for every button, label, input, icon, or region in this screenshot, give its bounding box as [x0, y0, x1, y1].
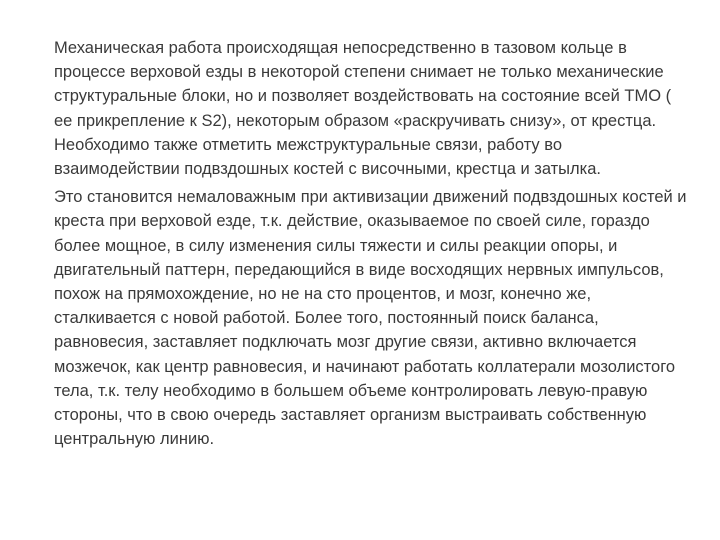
paragraph-1: Механическая работа происходящая непосредственно в тазовом кольце в процессе верховой езды в некоторой степени снимает не только механические структуральные блоки, но и позволяет воздействовать на состояние всей ТМО ( ее прикрепление к S2), некоторым образом «раскручивать снизу», от крестца. Необходимо также отметить межструктуральные связи, работу во взаимодействии подвздошных костей с височными, крестца и затылка.: [54, 39, 672, 179]
slide-text-body: [54, 36, 688, 451]
paragraph-2: Это становится немаловажным при активизации движений подвздошных костей и креста при верховой езде, т.к. действие, оказываемое по своей силе, гораздо более мощное, в силу изменения силы тяжести и силы реакции опоры, и двигательный паттерн, передающийся в виде восходящих нервных импульсов, похож на прямохождение, но не на сто процентов, и мозг, конечно же, сталкивается с новой работой. Более того, постоянный поиск баланса, равновесия, заставляет подключать мозг другие связи, активно включается мозжечок, как центр равновесия, и начинают работать коллатерали мозолистого тела, т.к. телу необходимо в большем объеме контролировать левую-правую стороны, что в свою очередь заставляет организм выстраивать собственную центральную линию.: [54, 188, 687, 449]
